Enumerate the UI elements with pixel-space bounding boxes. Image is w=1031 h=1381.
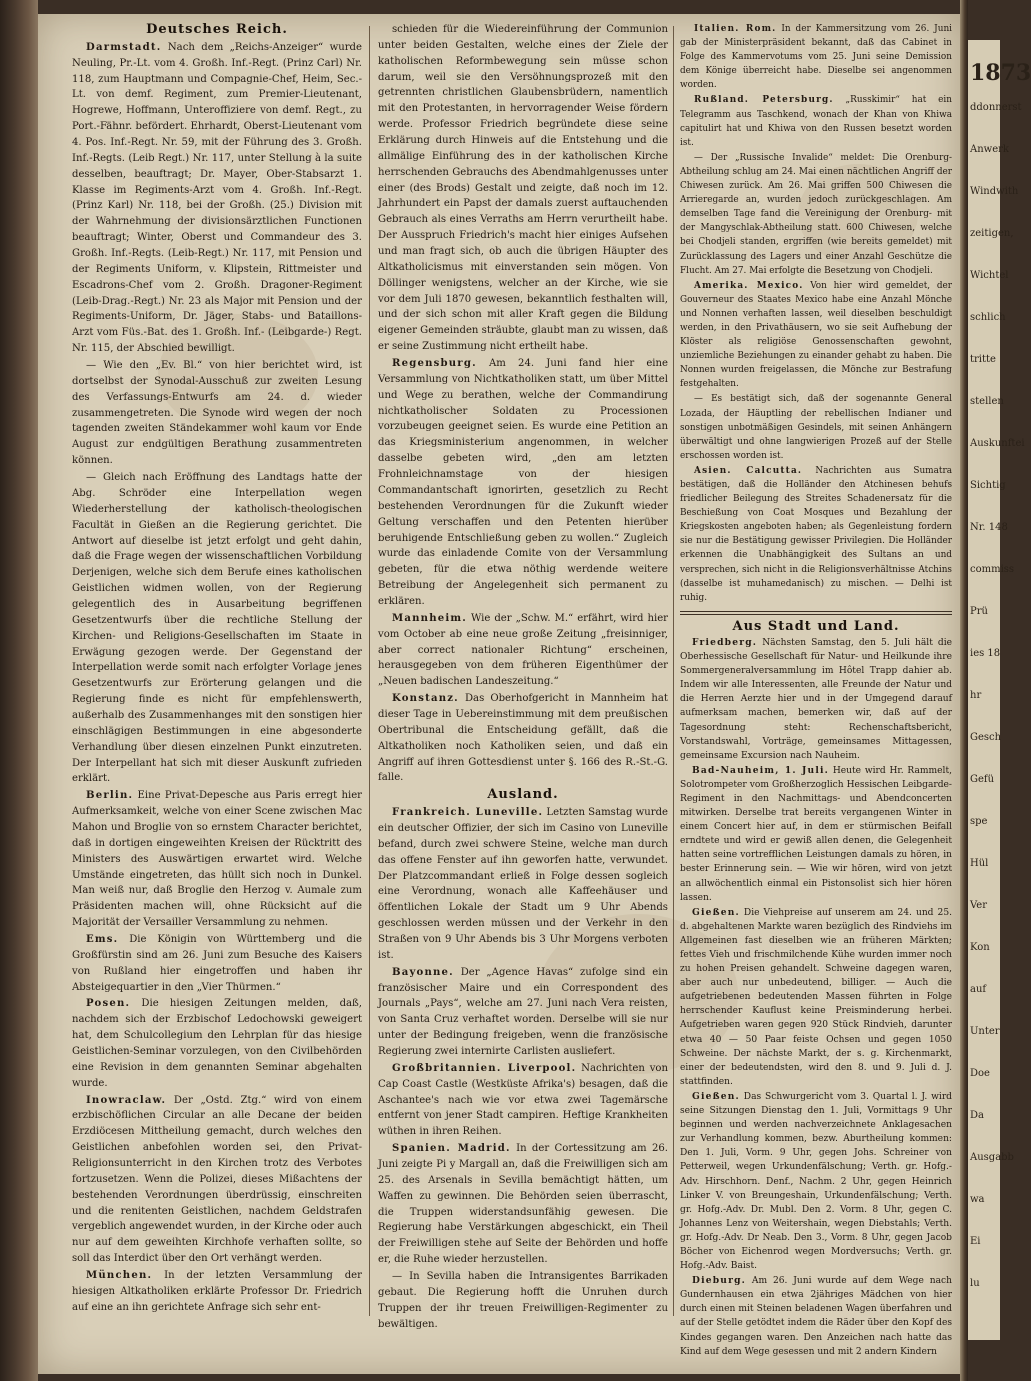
article-text: Eine Privat-Depesche aus Paris erregt hier Aufmerksamkeit, welche von einer Scene zwischen Mac Mahon und Broglie von so ernstem Character berichtet, daß in dortigen eingeweihten Kreisen der Rücktritt des Ministers des Auswärtigen erwartet wird. Welche Umstände eingetreten, das hüllt sich noch in Dunkel. Man weiß nur, daß Broglie den Herzog v. Aumale zum Präsidenten machen will, ohne Rücksicht auf die Majorität der Versailler Versammlung zu nehmen. bbox=[72, 790, 362, 929]
dateline: Berlin. bbox=[86, 790, 134, 802]
article-paragraph bbox=[72, 788, 362, 931]
adjacent-page-text: tritte bbox=[970, 354, 996, 365]
article-text: Nachrichten aus Sumatra bestätigen, daß die Holländer den Atchinesen behufs friedlicher Beilegung des Streites Schadenersatz für die Beschießung von Coat Mosques und Bezahlung der Kriegskosten angeboten haben; als Gegenleistung fordern sie nur die Bestätigung gewisser Privilegien. Die Holländer erkennen die Unabhängigkeit des Sultans an und versprechen, sich nicht in die Religionsverhältnisse Atchins (dasselbe ist muhamedanisch) zu mischen. — Delhi ist ruhig. bbox=[680, 465, 952, 603]
article-text: In der Kammersitzung vom 26. Juni gab der Ministerpräsident bekannt, daß das Cabinet in Folge des Kammervotums vom 25. Juni seine Demission dem Könige überreicht habe. Dieselbe sei angenommen worden. bbox=[680, 24, 952, 91]
adjacent-page-text: Gefü bbox=[970, 774, 995, 785]
adjacent-page-text: commiss bbox=[970, 564, 1015, 575]
article-text: Am 26. Juni wurde auf dem Wege nach Gundernhausen ein etwa 2jähriges Mädchen von hier durch einen mit Steinen beladenen Wagen überfahren und auf der Stelle getödtet indem die Räder über den Kopf des Kindes gegangen waren. Den Anzeichen nach hatte das Kind auf dem Wege gesessen und mit 2 andern Kindern bbox=[680, 1276, 952, 1357]
column-1 bbox=[72, 22, 362, 1317]
adjacent-page-text: Hül bbox=[970, 858, 989, 869]
article-text: — Es bestätigt sich, daß der sogenannte General Lozada, der Häuptling der rebellischen Indianer und sonstigen unbotmäßigen Gesindels, mit seinen Anhängern überwältigt und ohne langwierigen Prozeß auf der Stelle erschossen worden ist. bbox=[680, 394, 952, 461]
article-paragraph bbox=[72, 1093, 362, 1267]
article-text: schieden für die Wiedereinführung der Communion unter beiden Gestalten, welche eines der Ziele der katholischen Reformbewegung sein müsse schon darum, weil sie den Versöhnungsprozeß mit den getrennten christlichen Glaubensbrüdern, namentlich mit den Protestanten, in hervorragender Weise fördern werde. Professor Friedrich begründete diese seine Erklärung durch Hinweis auf die Entstehung und die allmälige Einführung des in der katholischen Kirche herrschenden Gebrauchs des Abendmahlgenusses unter einer (des Brods) Gestalt und zeigte, daß noch im 12. Jahrhundert ein Papst der damals zuerst auftauchenden Gebrauch als eines Verraths am Herrn verurtheilt habe. Der Ausspruch Friedrich's macht hier einiges Aufsehen und man fragt sich, ob auch die übrigen Häupter des Altkatholicismus mit einverstanden sein mögen. Von Döllinger wenigstens, welcher an der Kirche, wie sie vor dem Juli 1870 gewesen, bekanntlich festhalten will, und der sich schon mit aller Kraft gegen die Bildung eigener Gemeinden sträubte, glaubt man zu wissen, daß er seine Zustimmung nicht ertheilt habe. bbox=[378, 24, 668, 353]
article-paragraph bbox=[72, 932, 362, 995]
article-text: Wie der „Schw. M.“ erfährt, wird hier vom October ab eine neue große Zeitung „freisinniger, aber correct nationaler Richtung“ erscheinen, herausgegeben von dem früheren Eigenthümer der „Neuen badischen Landeszeitung.“ bbox=[378, 612, 668, 688]
article-text: Heute wird Hr. Rammelt, Solotrompeter vom Großherzoglich Hessischen Leibgarde-Regiment in den Nachmittags- und Abendconcerten mitwirken. Derselbe trat bereits vergangenen Winter in einem Concert hier auf, in dem er stürmischen Beifall erndtete und wird er gewiß allen denen, die Gelegenheit hatten seine vortrefflichen Leistungen damals zu hören, in bester Erinnerung sein. — Wie wir hören, wird von jetzt an allwöchentlich einmal ein Pistonsolist sich hier hören lassen. bbox=[680, 765, 952, 903]
adjacent-page-text: Ei bbox=[970, 1236, 981, 1247]
article-paragraph bbox=[72, 358, 362, 469]
adjacent-page-text: Gesch bbox=[970, 732, 1002, 743]
section-title-aus-stadt-und-land: Aus Stadt und Land. bbox=[732, 618, 900, 634]
adjacent-page-text: lu bbox=[970, 1278, 980, 1289]
adjacent-page-text: schlich bbox=[970, 312, 1006, 323]
adjacent-page-text: stellen bbox=[970, 396, 1004, 407]
dateline: Spanien. Madrid. bbox=[392, 1143, 511, 1155]
dateline: Gießen. bbox=[692, 1090, 740, 1102]
adjacent-page-text: Nr. 148 bbox=[970, 522, 1008, 533]
article-text: Das Oberhofgericht in Mannheim hat dieser Tage in Uebereinstimmung mit dem preußischen Obertribunal die Entscheidung gefällt, daß die Altkatholiken noch Katholiken seien, und daß ein Angriff auf ihren Gottesdienst unter §. 166 des R.-St.-G. falle. bbox=[378, 693, 668, 784]
article-text: Die Königin von Württemberg und die Großfürstin sind am 26. Juni zum Besuche des Kaisers von Rußland hier eingetroffen und haben ihr Absteigequartier in den „Vier Thürmen.“ bbox=[72, 933, 362, 993]
article-paragraph bbox=[378, 965, 668, 1060]
dateline: Frankreich. Luneville. bbox=[392, 807, 544, 819]
article-text: Die hiesigen Zeitungen melden, daß, nachdem sich der Erzbischof Ledochowski geweigert hat, dem Schulcollegium den Lehrplan für das hiesige Geistlichen-Seminar vorzulegen, von den Civilbehörden eine Revision in dem genannten Seminar abgehalten wurde. bbox=[72, 998, 362, 1089]
adjacent-page-text: Windwith bbox=[970, 186, 1019, 197]
article-paragraph bbox=[680, 636, 952, 763]
article-text: — In Sevilla haben die Intransigentes Barrikaden gebaut. Die Regierung hofft die Unruhen durch Truppen der ihr treuen Freiwilligen-Regimenter zu bewältigen. bbox=[378, 1271, 668, 1330]
article-paragraph bbox=[378, 1141, 668, 1268]
adjacent-page-text: Anwerk bbox=[970, 144, 1009, 155]
article-paragraph bbox=[680, 151, 952, 278]
article-paragraph bbox=[680, 22, 952, 92]
article-paragraph bbox=[378, 22, 668, 355]
adjacent-page-text: Auskunftei bbox=[970, 438, 1025, 449]
dateline: Posen. bbox=[86, 998, 131, 1010]
article-text: — Wie den „Ev. Bl.“ von hier berichtet wird, ist dortselbst der Synodal-Ausschuß zur zweiten Lesung des Verfassungs-Entwurfs am 24. d. wieder zusammengetreten. Die Synode wird wegen der noch tagenden zweiten Ständekammer wohl kaum vor Ende August zur endgültigen Berathung zusammentreten können. bbox=[72, 360, 362, 467]
dateline: Gießen. bbox=[692, 906, 740, 918]
adjacent-page-text: Doe bbox=[970, 1068, 990, 1079]
article-text: Nach dem „Reichs-Anzeiger“ wurde Neuling, Pr.-Lt. vom 4. Großh. Inf.-Regt. (Prinz Carl) Nr. 118, zum Hauptmann und Compagnie-Chef, Heim, Sec.-Lt. von demf. Regiment, zum Premier-Lieutenant, Hogrewe, Hoffmann, Unteroffiziere von demf. Regt., zu Port.-Fähnr. befördert. Ehrhardt, Oberst-Lieutenant vom 4. Pos. Inf.-Regt. Nr. 59, mit der Führung des 3. Großh. Inf.-Regts. (Leib Regt.) Nr. 117, unter Stellung à la suite desselben, beauftragt; Dr. Mayer, Ober-Stabsarzt 1. Klasse im Regiments-Arzt vom 4. Großh. Inf.-Regt. (Prinz Karl) Nr. 118, bei der Großh. (25.) Division mit der Wahrnehmung der divisionsärztlichen Functionen beauftragt; Winter, Oberst und Commandeur des 3. Großh. Inf.-Regts. (Leib-Regt.) Nr. 117, mit Pension und der Regiments Uniform, v. Klipstein, Rittmeister und Escadrons-Chef vom 2. Großh. Dragoner-Regiment (Leib-Drag.-Regt.) Nr. 23 als Major mit Pension und der Regiments-Uniform, Dr. Jäger, Stabs- und Bataillons-Arzt vom Füs.-Bat. des 1. Großh. Inf.- (Leibgarde-) Regt. Nr. 115, der Abschied bewilligt. bbox=[72, 41, 362, 355]
article-paragraph bbox=[680, 1090, 952, 1273]
section-divider bbox=[680, 611, 952, 615]
article-text: Der „Ostd. Ztg.“ wird von einem erzbischöflichen Circular an alle Decane der beiden Erzdiöcesen Mittheilung gemacht, durch welches den Geistlichen anbefohlen worden sei, den Privat-Religionsunterricht in den Kirchen trotz des Verbotes fortzusetzen. Wenn die Polizei, dieses Mißachtens der bestehenden Verordnungen überdrüssig, einschreiten und die renitenten Geistlichen, nachdem Geldstrafen vergeblich angewendet wurden, in der Kirche oder auch nur auf dem geweihten Kirchhofe verhaften sollte, so soll das Interdict über den Ort verhängt werden. bbox=[72, 1094, 362, 1265]
dateline: Konstanz. bbox=[392, 693, 459, 705]
column-divider bbox=[673, 26, 674, 1316]
page-gutter bbox=[960, 0, 968, 1381]
column-3 bbox=[680, 22, 952, 1360]
article-paragraph bbox=[72, 1268, 362, 1316]
article-paragraph bbox=[72, 40, 362, 357]
column-divider bbox=[369, 26, 370, 1316]
adjacent-page-text: Da bbox=[970, 1110, 984, 1121]
article-paragraph bbox=[680, 1274, 952, 1359]
adjacent-page-text: Ver bbox=[970, 900, 988, 911]
dateline: Dieburg. bbox=[692, 1275, 747, 1287]
dateline: Großbritannien. Liverpool. bbox=[392, 1062, 577, 1074]
adjacent-page-text: Sichtig bbox=[970, 480, 1006, 491]
article-paragraph bbox=[378, 1269, 668, 1332]
article-paragraph bbox=[378, 611, 668, 690]
article-text: Nachrichten von Cap Coast Castle (Westküste Afrika's) besagen, daß die Aschantee's nach wie vor etwa zwei Tagemärsche entfernt von jener Stadt campiren. Heftige Krankheiten wüthen in ihren Reihen. bbox=[378, 1062, 668, 1138]
dateline: Rußland. Petersburg. bbox=[694, 95, 834, 106]
dateline: Friedberg. bbox=[692, 636, 758, 648]
dateline: Darmstadt. bbox=[86, 41, 162, 53]
dateline: Amerika. Mexico. bbox=[694, 280, 804, 291]
dateline: Italien. Rom. bbox=[694, 24, 777, 34]
article-paragraph bbox=[72, 470, 362, 787]
article-paragraph bbox=[72, 996, 362, 1091]
article-text: In der Cortessitzung am 26. Juni zeigte Pi y Margall an, daß die Freiwilligen sich am 25. des Arsenals in Sevilla bemächtigt hätten, um Waffen zu gewinnen. Die Behörden seien überrascht, die Truppen widerstandsunfähig gewesen. Die Regierung habe Verstärkungen abgeschickt, ein Theil der Freiwilligen stehe auf Seite der Behörden und hoffe er, die Ruhe wieder herzustellen. bbox=[378, 1143, 668, 1266]
article-text: Der „Agence Havas“ zufolge sind ein französischer Maire und ein Correspondent des Journals „Pays“, welche am 27. Juni nach Vera reisten, von Santa Cruz verhaftet worden. Derselbe will sie nur unter der Bedingung freigeben, wenn die französische Regierung zwei internirte Carlisten ausliefert. bbox=[378, 966, 669, 1057]
adjacent-page-text: 1873 bbox=[970, 60, 1031, 86]
adjacent-page-text: spe bbox=[970, 816, 988, 827]
article-paragraph bbox=[680, 764, 952, 905]
article-paragraph bbox=[680, 93, 952, 149]
article-paragraph bbox=[680, 392, 952, 462]
dateline: Inowraclaw. bbox=[86, 1094, 167, 1106]
adjacent-page-text: ies 18 bbox=[970, 648, 1001, 659]
section-title-ausland: Ausland. bbox=[487, 787, 559, 803]
dateline: Bayonne. bbox=[392, 966, 454, 978]
article-text: „Russkimir“ hat ein Telegramm aus Taschkend, wonach der Khan von Khiwa capitulirt hat und Khiwa von den Russen besetzt worden ist. bbox=[680, 95, 952, 148]
adjacent-page-text: ddonnerst bbox=[970, 102, 1022, 113]
adjacent-page-text: auf bbox=[970, 984, 987, 995]
article-paragraph bbox=[378, 691, 668, 786]
adjacent-page-text: wa bbox=[970, 1194, 985, 1205]
adjacent-page-text: Unter bbox=[970, 1026, 1000, 1037]
article-text: Die Viehpreise auf unserem am 24. und 25. d. abgehaltenen Markte waren bezüglich des Rindviehs im Allgemeinen fast dieselben wie an früheren Märkten; fettes Vieh und frischmilchende Kühe wurden immer noch zu hohen Preisen gehandelt. Schweine dagegen waren, aber auch nur unbedeutend, billiger. — Auch die aufgetriebenen bedeutenden Massen führten in Folge herrschender Kauflust keine Preisminderung herbei. Aufgetrieben waren gegen 920 Stück Rindvieh, darunter etwa 40 — 50 Paar feiste Ochsen und gegen 1050 Schweine. Der nächste Markt, der s. g. Kirchenmarkt, einer der bedeutendsten, wird den 8. und 9. Juli d. J. stattfinden. bbox=[680, 907, 952, 1087]
dateline: Asien. Calcutta. bbox=[694, 465, 803, 476]
adjacent-page-text: Kon bbox=[970, 942, 990, 953]
dateline: Regensburg. bbox=[392, 358, 477, 370]
article-paragraph bbox=[680, 279, 952, 392]
article-text: Nächsten Samstag, den 5. Juli hält die Oberhessische Gesellschaft für Natur- und Heilkunde ihre Sommergeneralversammlung im Hôtel Trapp dahier ab. Indem wir alle Interessenten, alle Freunde der Natur und die Herren Aerzte hier und in der Umgegend darauf aufmerksam machen, bemerken wir, daß auf der Tagesordnung steht: Rechenschaftsbericht, Vorstandswahl, Vorträge, gemeinsames Mittagessen, gemeinsame Excursion nach Nauheim. bbox=[680, 637, 952, 761]
article-paragraph bbox=[378, 1061, 668, 1140]
adjacent-page-text: Ausgabb bbox=[970, 1152, 1014, 1163]
adjacent-page-fragment bbox=[968, 40, 1031, 1340]
article-text: Von hier wird gemeldet, der Gouverneur des Staates Mexico habe eine Anzahl Mönche und Nonnen verhaften lassen, weil dieselben beschuldigt werden, in den Privathäusern, wo sie seit Aufhebung der Klöster als religiöse Genossenschaften gewohnt, unziemliche Beziehungen zu einander gehabt zu haben. Die Nonnen wurden freigelassen, die Mönche zur Bestrafung festgehalten. bbox=[680, 280, 952, 390]
article-text: — Der „Russische Invalide“ meldet: Die Orenburg-Abtheilung schlug am 24. Mai einen nächtlichen Angriff der Chiwesen zurück. Am 26. Mai griffen 500 Chiwesen die Arrieregarde an, wurden jedoch zurückgeschlagen. Am demselben Tage fand die Vereinigung der Orenburg- mit der Mangyschlak-Abtheilung statt. 600 Chiwesen, welche bei Chodjeli standen, ergriffen (wie bereits gemeldet) mit Zurücklassung des Lagers und einer Anzahl Geschütze die Flucht. Am 27. Mai erfolgte die Besetzung von Chodjeli. bbox=[680, 152, 952, 276]
article-paragraph bbox=[680, 464, 952, 605]
dateline: Ems. bbox=[86, 933, 119, 945]
article-text: Am 24. Juni fand hier eine Versammlung von Nichtkatholiken statt, um über Mittel und Wege zu berathen, welche der Commandirung nichtkatholischer Soldaten zu Processionen vorzubeugen geeignet seien. Es wurde eine Petition an das Kriegsministerium angenommen, in welcher dasselbe gebeten wird, „den am letzten Frohnleichnamstage von der hiesigen Commandantschaft ignorirten, gesetzlich zu Recht bestehenden Verordnungen für die Zukunft wieder Geltung verschaffen und den Petenten hierüber beruhigende Entschließung geben zu wollen.“ Zugleich wurde das einladende Comite von der Versammlung gebeten, für die etwa nöthig werdende weitere Betreibung der Angelegenheit sich permanent zu erklären. bbox=[378, 358, 668, 607]
article-text: In der letzten Versammlung der hiesigen Altkatholiken erklärte Professor Dr. Friedrich auf eine an ihn gerichtete Anfrage sich sehr ent- bbox=[72, 1270, 362, 1313]
article-text: — Gleich nach Eröffnung des Landtags hatte der Abg. Schröder eine Interpellation wegen Wiederherstellung der katholisch-theologischen Facultät in Gießen an die Regierung gerichtet. Die Antwort auf dieselbe ist jetzt erfolgt und geht dahin, daß die Frage wegen der wissenschaftlichen Vorbildung Derjenigen, welche sich dem Berufe eines katholischen Geistlichen widmen wollen, von der Regierung gelegentlich des in Ausarbeitung begriffenen Gesetzentwurfs über die rechtliche Stellung der Kirchen- und Religions-Gesellschaften im Staate in Erwägung gezogen werde. Der Gegenstand der Interpellation werde somit nach erfolgter Vorlage jenes Gesetzentwurfs zur Erörterung gelangen und die Regierung finde es nicht für empfehlenswerth, außerhalb des Zusammenhanges mit den sonstigen hier einschlägigen Bestimmungen in eine abgesonderte Verhandlung über diesen einzelnen Punkt einzutreten. Der Interpellant hat sich mit dieser Auskunft zufrieden erklärt. bbox=[72, 472, 362, 785]
adjacent-page-text: Wichtel bbox=[970, 270, 1009, 281]
article-text: Letzten Samstag wurde ein deutscher Offizier, der sich im Casino von Luneville befand, durch zwei schwere Steine, welche man durch das offene Fenster auf ihn geworfen hatte, verwundet. Der Platzcommandant erließ in Folge dessen sogleich eine Verordnung, wonach alle Kaffeehäuser und öffentlichen Lokale der Stadt um 9 Uhr Abends geschlossen werden müssen und der Verkehr in den Straßen von 9 Uhr Abends bis 3 Uhr Morgens verboten ist. bbox=[378, 807, 669, 961]
book-binding-left bbox=[0, 0, 38, 1381]
article-paragraph bbox=[378, 356, 668, 610]
dateline: Mannheim. bbox=[392, 612, 467, 624]
article-text: Das Schwurgericht vom 3. Quartal l. J. wird seine Sitzungen Dienstag den 1. Juli, Vormittags 9 Uhr beginnen und werden nachverzeichnete Anklagesachen zur Verhandlung kommen, bezw. Aburtheilung kommen: Den 1. Juli, Vorm. 9 Uhr, gegen Johs. Schreiner von Petterweil, wegen Urkundenfälschung; Verth. gr. Hofg.-Adv. Hirschhorn. Denf., Nachm. 2 Uhr, gegen Heinrich Linker V. von Breungeshain, Urkundenfälschung; Verth. gr. Hofg.-Adv. Dr. Mubl. Den 2. Vorm. 8 Uhr, gegen C. Johannes Lenz von Weitershain, wegen Diebstahls; Verth. gr. Hofg.-Adv. Dr Neab. Den 3., Vorm. 8 Uhr, gegen Jacob Böcher von Eichenrod wegen Mordversuchs; Verth. gr. Hofg.-Adv. Baist. bbox=[680, 1091, 952, 1272]
dateline: Bad-Nauheim, 1. Juli. bbox=[692, 764, 829, 776]
section-title-deutsches-reich: Deutsches Reich. bbox=[146, 22, 288, 37]
article-paragraph bbox=[680, 906, 952, 1089]
dateline: München. bbox=[86, 1270, 153, 1282]
adjacent-page-text: Prü bbox=[970, 606, 988, 617]
article-paragraph bbox=[378, 805, 668, 964]
column-2 bbox=[378, 22, 668, 1333]
adjacent-page-text: hr bbox=[970, 690, 982, 701]
adjacent-page-text: zeitigen, bbox=[970, 228, 1014, 239]
